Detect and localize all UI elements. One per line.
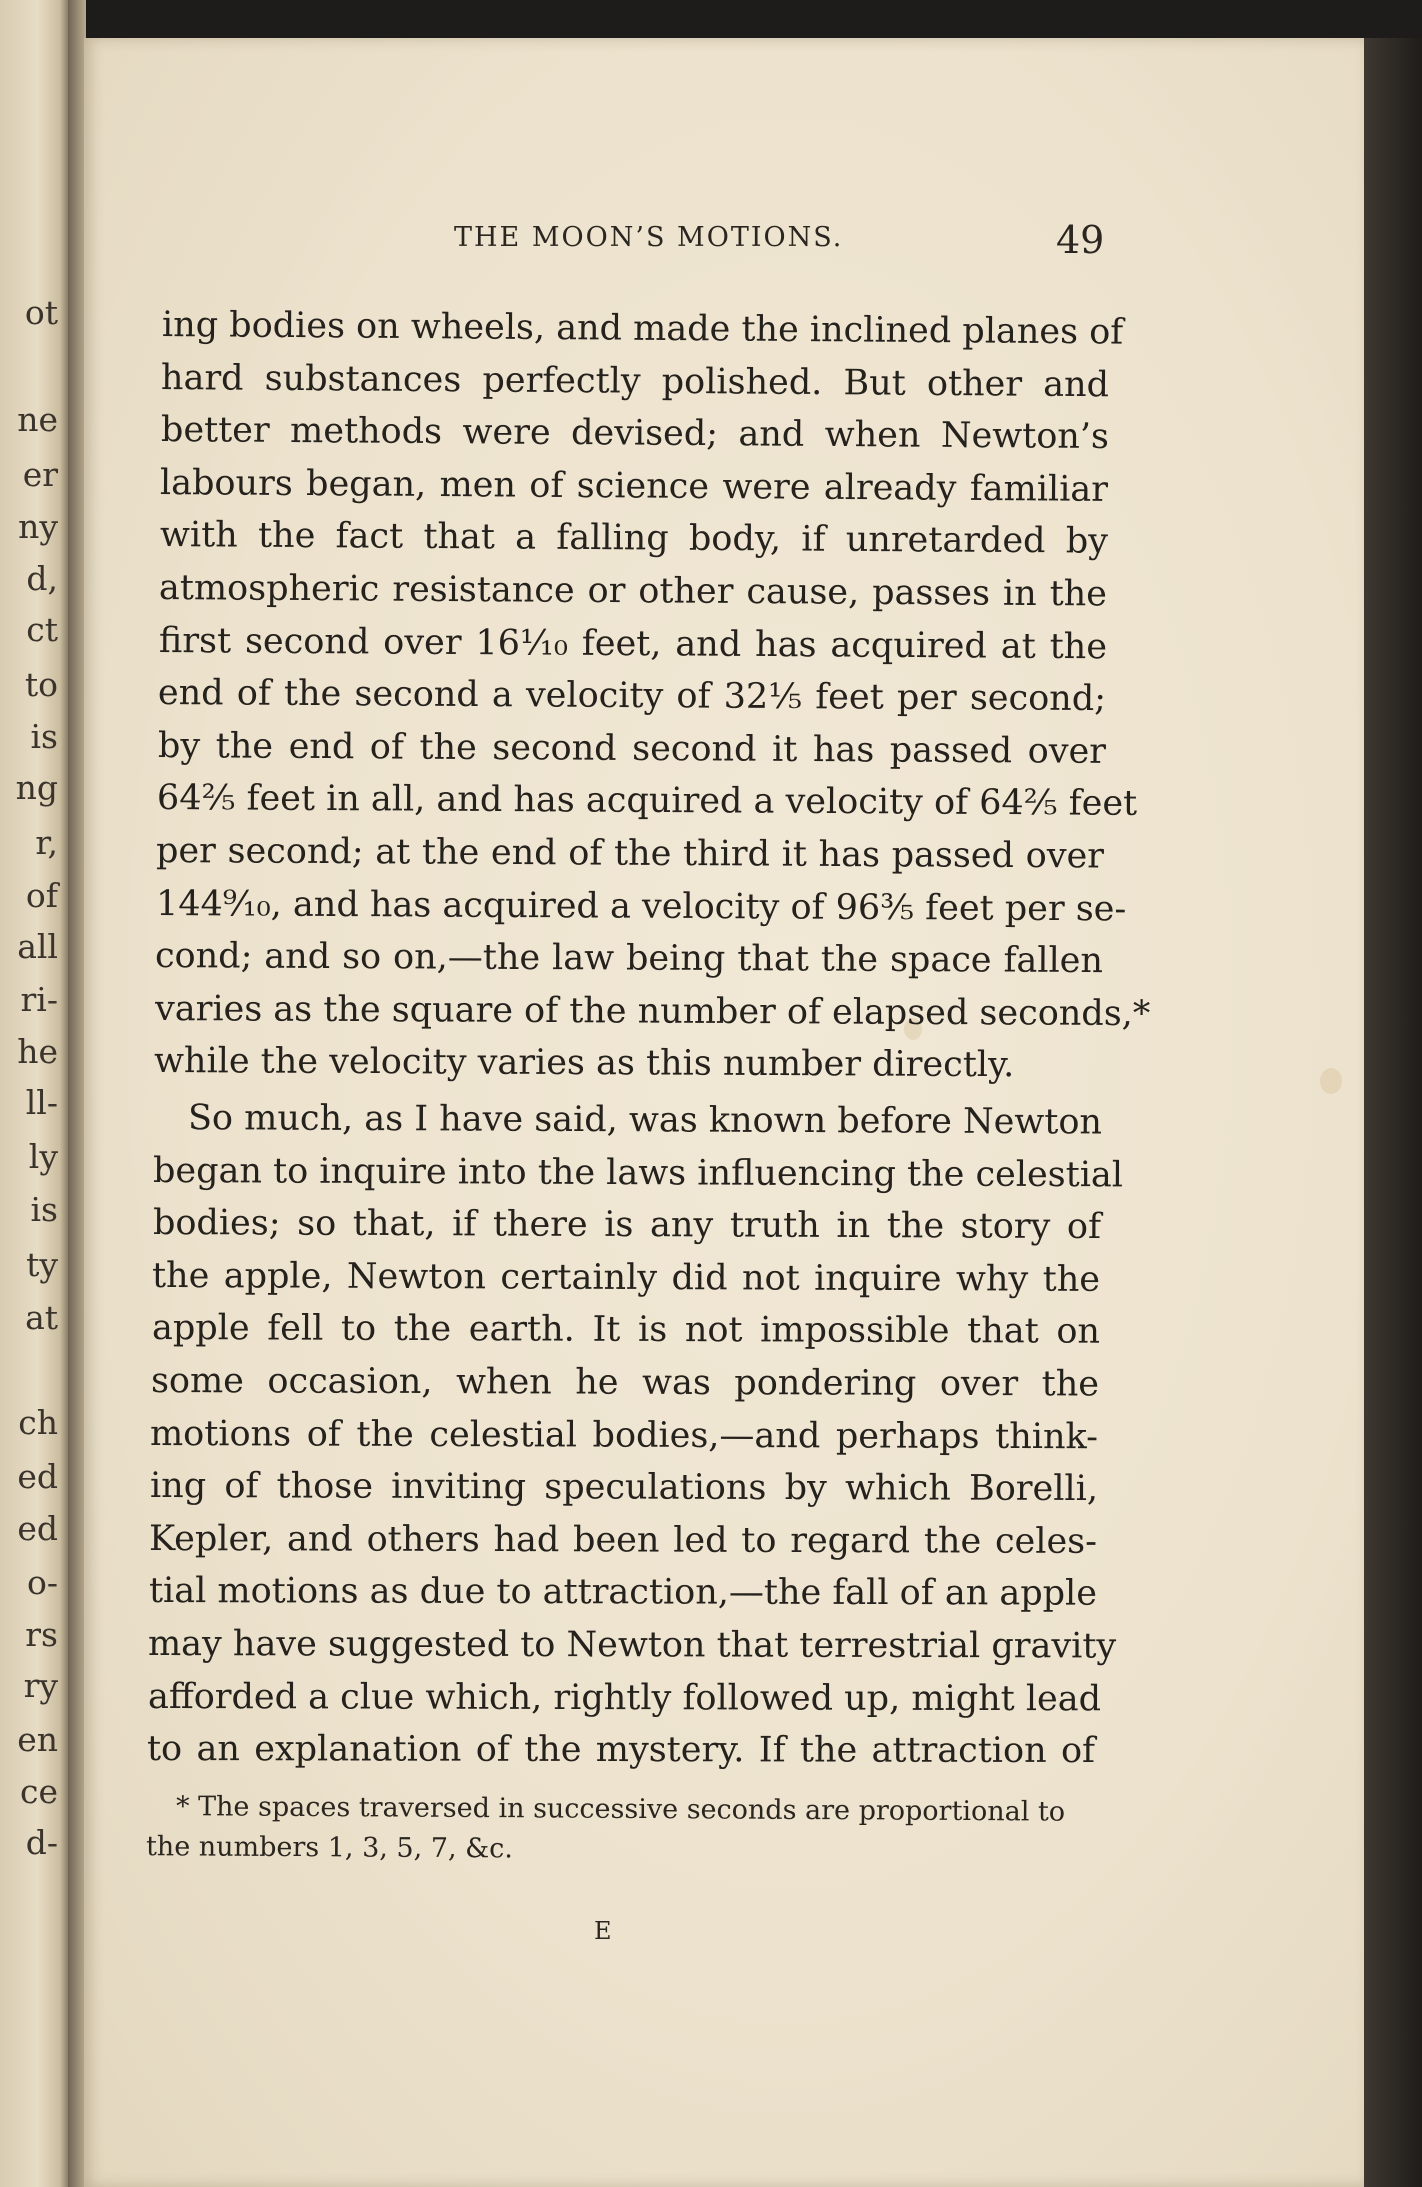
footnote-line: * The spaces traversed in successive seconds are proportional to xyxy=(175,1791,1066,1828)
body-line: better methods were devised; and when Newton’s xyxy=(160,410,1110,458)
page-number: 49 xyxy=(1056,218,1105,262)
facing-page-fragment: ce xyxy=(19,1772,58,1811)
facing-page-fragment: at xyxy=(25,1298,58,1337)
facing-page-fragment: is xyxy=(30,1190,58,1229)
footnote-line: the numbers 1, 3, 5, 7, &c. xyxy=(145,1831,514,1865)
facing-page-sliver xyxy=(0,0,68,2187)
facing-page-fragment: he xyxy=(17,1032,58,1071)
facing-page-fragment: ri- xyxy=(20,980,58,1019)
running-head: THE MOON’S MOTIONS. xyxy=(454,222,844,253)
body-line: varies as the square of the number of elapsed seconds,* xyxy=(154,988,1151,1034)
body-line: So much, as I have said, was known before Newton xyxy=(187,1098,1103,1143)
facing-page-fragment: of xyxy=(25,876,58,915)
body-line: afforded a clue which, rightly followed up, might lead xyxy=(147,1676,1102,1719)
facing-page-fragment: o- xyxy=(26,1563,58,1602)
signature-mark: E xyxy=(594,1917,612,1945)
facing-page-fragment: d, xyxy=(26,559,58,598)
facing-page-fragment: ng xyxy=(15,768,58,807)
facing-page-fragment: ty xyxy=(26,1245,58,1284)
body-line: the apple, Newton certainly did not inquire why the xyxy=(151,1255,1101,1300)
body-line: per second; at the end of the third it has passed over xyxy=(155,831,1105,877)
facing-page-fragment: ll- xyxy=(25,1083,58,1122)
foxing-spot xyxy=(1320,1068,1342,1094)
body-line: began to inquire into the laws influencing the celestial xyxy=(152,1150,1124,1195)
facing-page-fragment: d- xyxy=(25,1823,58,1862)
facing-page-fragment: ot xyxy=(24,293,58,332)
body-line: Kepler, and others had been led to regard the celes- xyxy=(148,1518,1098,1562)
facing-page-fragment: ch xyxy=(18,1403,58,1442)
body-line: while the velocity varies as this number directly. xyxy=(153,1041,1015,1086)
body-line: tial motions as due to attraction,—the fall of an apple xyxy=(148,1571,1098,1615)
facing-page-fragment: ed xyxy=(17,1509,58,1548)
facing-page-fragment: ct xyxy=(26,610,58,649)
facing-page-fragment: ed xyxy=(17,1457,58,1496)
facing-page-fragment: ly xyxy=(28,1137,58,1176)
body-line: 144⁹⁄₁₀, and has acquired a velocity of 96³⁄₅ feet per se- xyxy=(155,883,1127,929)
body-line: first second over 16¹⁄₁₀ feet, and has acquired at the xyxy=(158,620,1108,667)
facing-page-fragment: to xyxy=(24,665,58,704)
facing-page-fragment: all xyxy=(17,927,58,966)
body-line: may have suggested to Newton that terrestrial gravity xyxy=(147,1624,1117,1667)
body-line: motions of the celestial bodies,—and perhaps think- xyxy=(149,1413,1099,1457)
facing-page-fragment: ny xyxy=(18,507,58,546)
body-line: labours began, men of science were already familiar xyxy=(159,462,1109,510)
facing-page-fragment: is xyxy=(30,717,58,756)
body-line: with the fact that a falling body, if unretarded by xyxy=(159,515,1109,563)
facing-page-fragment: r, xyxy=(35,823,58,862)
body-line: ing bodies on wheels, and made the inclined planes of xyxy=(161,305,1124,353)
facing-page-fragment: ne xyxy=(17,400,58,439)
facing-page-fragment: ry xyxy=(23,1666,58,1705)
body-line: end of the second a velocity of 32¹⁄₅ feet per second; xyxy=(157,673,1107,720)
facing-page-fragment: er xyxy=(22,455,58,494)
body-line: bodies; so that, if there is any truth in the story of xyxy=(152,1203,1102,1248)
body-line: by the end of the second second it has passed over xyxy=(157,725,1107,772)
body-line: to an explanation of the mystery. If the attraction of xyxy=(146,1729,1096,1772)
body-line: ing of those inviting speculations by which Borelli, xyxy=(149,1466,1099,1510)
body-line: 64²⁄₅ feet in all, and has acquired a velocity of 64²⁄₅ feet xyxy=(156,778,1138,825)
body-line: atmospheric resistance or other cause, passes in the xyxy=(158,568,1108,615)
facing-page-fragment: en xyxy=(17,1720,58,1759)
body-line: apple fell to the earth. It is not impossible that on xyxy=(151,1308,1101,1353)
top-shadow xyxy=(84,0,1422,38)
body-line: hard substances perfectly polished. But other and xyxy=(160,357,1110,405)
right-shadow xyxy=(1364,38,1422,2187)
body-line: cond; and so on,—the law being that the space fallen xyxy=(154,936,1104,982)
body-line: some occasion, when he was pondering over the xyxy=(150,1361,1100,1405)
facing-page-fragment: rs xyxy=(25,1615,58,1654)
